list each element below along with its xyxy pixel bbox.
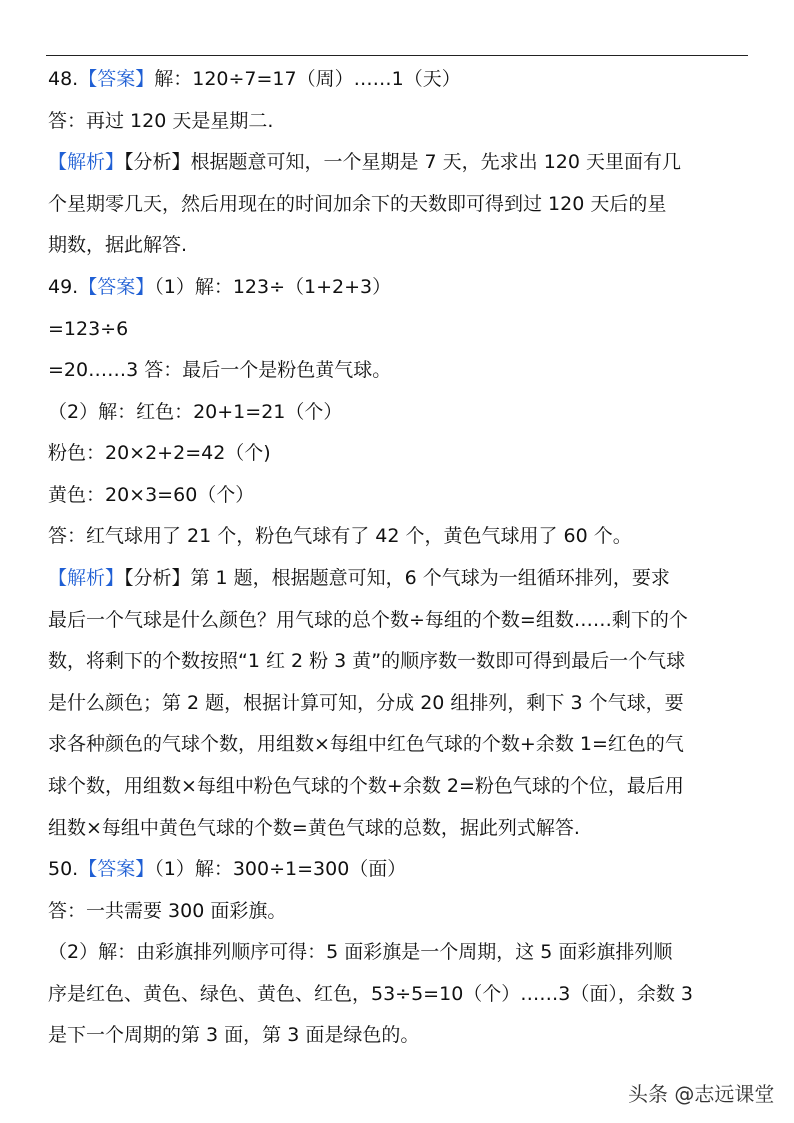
section-tag: 【答案】 — [78, 858, 155, 880]
text-line — [48, 565, 670, 591]
text-line — [48, 108, 273, 134]
text-line — [48, 690, 684, 716]
line-text: 是下一个周期的第 3 面，第 3 面是绿色的。 — [48, 1024, 420, 1046]
text-line — [48, 731, 684, 757]
text-line — [48, 898, 286, 924]
text-line — [48, 981, 693, 1007]
section-tag: 【解析】 — [48, 567, 125, 589]
line-text: 粉色：20×2+2=42（个) — [48, 442, 271, 464]
line-text: 求各种颜色的气球个数，用组数×每组中红色气球的个数+余数 1=红色的气 — [48, 733, 684, 755]
text-line — [48, 856, 406, 882]
line-text: 球个数，用组数×每组中粉色气球的个数+余数 2=粉色气球的个位，最后用 — [48, 775, 684, 797]
text-line — [48, 607, 688, 633]
text-line — [48, 274, 391, 300]
section-tag: 【答案】 — [78, 276, 155, 298]
text-line — [48, 648, 685, 674]
text-line — [48, 357, 391, 383]
text-line — [48, 316, 128, 342]
text-line — [48, 399, 342, 425]
section-tag: 【答案】 — [78, 68, 155, 90]
text-line — [48, 482, 254, 508]
line-text: 【分析】根据题意可知，一个星期是 7 天，先求出 120 天里面有几 — [124, 151, 682, 173]
text-line — [48, 149, 681, 175]
line-text: 49. — [48, 276, 79, 298]
line-text: 48. — [48, 68, 79, 90]
text-line — [48, 815, 580, 841]
text-line — [48, 1022, 419, 1048]
header-rule — [46, 55, 748, 56]
line-text: 个星期零几天，然后用现在的时间加余下的天数即可得到过 120 天后的星 — [48, 193, 667, 215]
text-line — [48, 191, 666, 217]
line-text: 答：红气球用了 21 个，粉色气球有了 42 个，黄色气球用了 60 个。 — [48, 525, 632, 547]
line-text: 【分析】第 1 题，根据题意可知，6 个气球为一组循环排列，要求 — [124, 567, 670, 589]
line-text: （2）解：由彩旗排列顺序可得：5 面彩旗是一个周期，这 5 面彩旗排列顺 — [48, 941, 673, 963]
section-tag: 【解析】 — [48, 151, 125, 173]
line-text: 序是红色、黄色、绿色、黄色、红色，53÷5=10（个）……3（面），余数 3 — [48, 983, 693, 1005]
line-text: （1）解：300÷1=300（面） — [154, 858, 407, 880]
text-line — [48, 939, 672, 965]
line-text: =123÷6 — [48, 318, 129, 340]
line-text: （1）解：123÷（1+2+3） — [154, 276, 392, 298]
line-text: 50. — [48, 858, 79, 880]
line-text: 期数，据此解答. — [48, 234, 188, 256]
text-line — [48, 773, 684, 799]
text-line — [48, 440, 271, 466]
line-text: 组数×每组中黄色气球的个数=黄色气球的总数，据此列式解答. — [48, 817, 580, 839]
line-text: =20……3 答：最后一个是粉色黄气球。 — [48, 359, 392, 381]
line-text: 答：一共需要 300 面彩旗。 — [48, 900, 287, 922]
line-text: 最后一个气球是什么颜色？用气球的总个数÷每组的个数=组数……剩下的个 — [48, 609, 688, 631]
line-text: （2）解：红色：20+1=21（个） — [48, 401, 343, 423]
line-text: 答：再过 120 天是星期二. — [48, 110, 274, 132]
line-text: 是什么颜色；第 2 题，根据计算可知，分成 20 组排列，剩下 3 个气球，要 — [48, 692, 684, 714]
line-text: 黄色：20×3=60（个） — [48, 484, 255, 506]
text-line — [48, 523, 632, 549]
text-line — [48, 232, 187, 258]
text-line — [48, 66, 461, 92]
line-text: 数，将剩下的个数按照“1 红 2 粉 3 黄”的顺序数一数即可得到最后一个气球 — [48, 650, 686, 672]
line-text: 解：120÷7=17（周）……1（天） — [154, 68, 461, 90]
watermark: 头条 @志远课堂 — [628, 1082, 775, 1106]
